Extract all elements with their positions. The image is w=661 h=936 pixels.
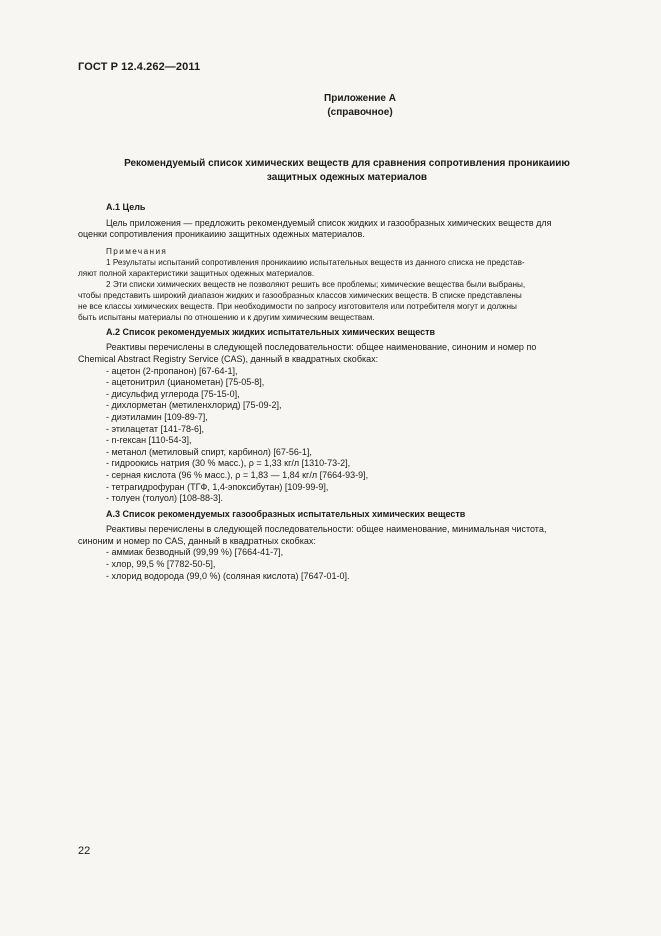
paragraph-line: Реактивы перечислены в следующей последовательности: общее наименование, минимальная чистота, xyxy=(106,524,547,535)
list-item: - диэтиламин [109-89-7], xyxy=(106,411,208,422)
note-line: чтобы представить широкий диапазон жидких и газообразных классов химических веществ. В списке представлены xyxy=(78,290,522,300)
list-item: - ацетонитрил (цианометан) [75-05-8], xyxy=(106,377,265,388)
list-item: - серная кислота (96 % масс.), ρ = 1,83 — 1,84 кг/л [7664-93-9], xyxy=(106,469,369,480)
section-heading: А.3 Список рекомендуемых газообразных испытательных химических веществ xyxy=(106,508,466,519)
list-item: - дихлорметан (метиленхлорид) [75-09-2], xyxy=(106,400,282,411)
document-id: ГОСТ Р 12.4.262—2011 xyxy=(78,61,201,73)
note-line: 1 Результаты испытаний сопротивления проникаиию испытательных веществ из данного списка не представ- xyxy=(106,257,525,267)
annex-heading-line: Рекомендуемый список химических веществ для сравнения сопротивления проникаиию xyxy=(124,158,570,169)
paragraph-line: Реактивы перечислены в следующей последовательности: общее наименование, синоним и номер по xyxy=(106,342,537,353)
annex-type: (справочное) xyxy=(327,107,393,118)
note-line: не все классы химических веществ. При необходимости по запросу изготовителя или потребителя могут и должны xyxy=(78,301,517,311)
list-item: - тетрагидрофуран (ТГФ, 1,4-эпоксибутан) [109-99-9], xyxy=(106,481,329,492)
note-line: ляют полной характеристики защитных одежных материалов. xyxy=(78,268,315,278)
section-heading: А.1 Цель xyxy=(106,202,146,212)
note-line: быть испытаны материалы по отношению и к другим химическим веществам. xyxy=(78,312,375,322)
paragraph-line: синоним и номер по CAS, данный в квадратных скобках: xyxy=(78,535,316,546)
annex-heading-line: защитных одежных материалов xyxy=(266,172,428,183)
section-heading: А.2 Список рекомендуемых жидких испытательных химических веществ xyxy=(106,326,436,337)
paragraph-line: Chemical Abstract Registry Service (CAS), данный в квадратных скобках: xyxy=(78,353,379,364)
annex-title: Приложение А xyxy=(324,93,396,104)
notes-heading: Примечания xyxy=(106,246,168,256)
list-item: - дисульфид углерода [75-15-0], xyxy=(106,388,240,399)
list-item: - аммиак безводный (99,99 %) [7664-41-7], xyxy=(106,547,284,558)
list-item: - этилацетат [141-78-6], xyxy=(106,423,205,434)
list-item: - n-гексан [110-54-3], xyxy=(106,435,192,446)
list-item: - гидроокись натрия (30 % масс.), ρ = 1,33 кг/л [1310-73-2], xyxy=(106,458,351,469)
paragraph-line: оценки сопротивления проникаиию защитных одежных материалов. xyxy=(78,229,365,240)
list-item: - ацетон (2-пропанон) [67-64-1], xyxy=(106,365,238,376)
list-item: - хлорид водорода (99,0 %) (соляная кислота) [7647-01-0]. xyxy=(106,570,350,581)
document-body xyxy=(78,202,614,582)
list-item: - метанол (метиловый спирт, карбинол) [67-56-1], xyxy=(106,446,312,457)
annex-label xyxy=(280,92,440,120)
paragraph-line: Цель приложения — предложить рекомендуемый список жидких и газообразных химических веществ для xyxy=(106,217,552,228)
annex-heading xyxy=(78,157,616,185)
list-item: - толуен (толуол) [108-88-3]. xyxy=(106,493,224,504)
page-number: 22 xyxy=(78,845,91,857)
list-item: - хлор, 99,5 % [7782-50-5], xyxy=(106,559,216,570)
note-line: 2 Эти списки химических веществ не позволяют решить все проблемы; химические вещества были выбраны, xyxy=(106,279,526,289)
